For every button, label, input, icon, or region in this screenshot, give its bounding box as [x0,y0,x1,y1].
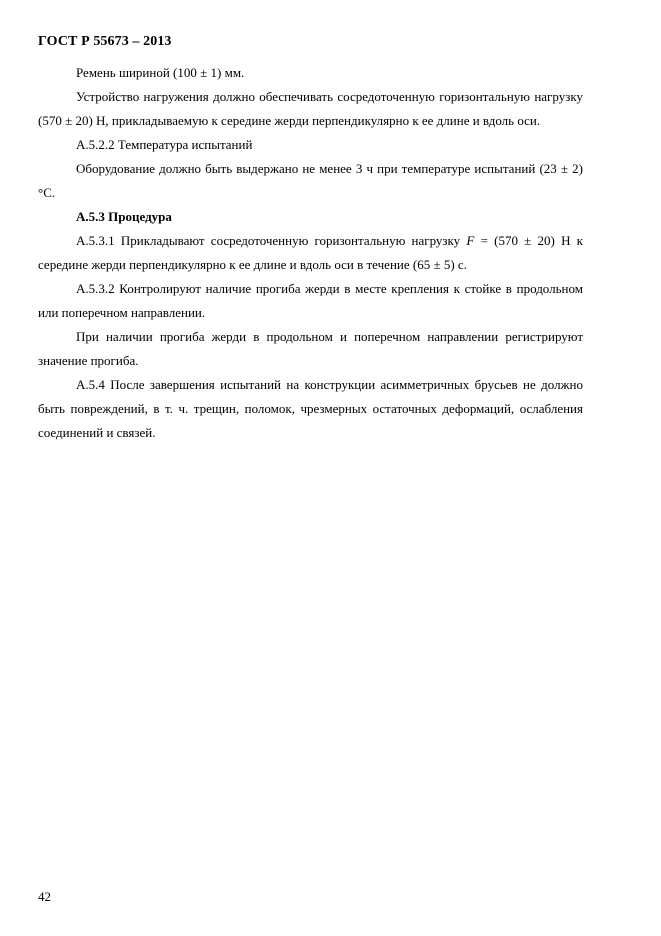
paragraph-belt-width: Ремень шириной (100 ± 1) мм. [76,65,245,80]
force-variable: F [466,233,475,248]
document-header: ГОСТ Р 55673 – 2013 [38,34,172,49]
section-heading-procedure: А.5.3 Процедура [76,209,172,224]
paragraph-apply-load-part1: А.5.3.1 Прикладывают сосредоточенную горизонтальную нагрузку [76,233,467,248]
document-body [38,61,583,445]
paragraph-apply-load-part2: = (570 ± 20) Н к середине жерди перпендикулярно к ее длине и вдоль оси в течение (65 ± 5) с. [38,233,583,272]
paragraph-test-temperature: Оборудование должно быть выдержано не менее 3 ч при температуре испытаний (23 ± 2) °С. [38,161,583,200]
paragraph-test-temperature-heading: А.5.2.2 Температура испытаний [76,137,253,152]
paragraph-check-deflection: А.5.3.2 Контролируют наличие прогиба жерди в месте крепления к стойке в продольном или поперечном направлении. [38,281,583,320]
paragraph-record-deflection: При наличии прогиба жерди в продольном и поперечном направлении регистрируют значение прогиба. [38,329,583,368]
page-number: 42 [38,889,51,904]
paragraph-loading-device: Устройство нагружения должно обеспечивать сосредоточенную горизонтальную нагрузку (570 ± 20) Н, прикладываемую к середине жерди перпендикулярно к ее длине и вдоль оси. [38,89,583,128]
paragraph-apply-load [38,229,583,277]
paragraph-after-test: А.5.4 После завершения испытаний на конструкции асимметричных брусьев не должно быть повреждений, в т. ч. трещин, поломок, чрезмерных остаточных деформаций, ослабления соединений и связей. [38,377,583,440]
